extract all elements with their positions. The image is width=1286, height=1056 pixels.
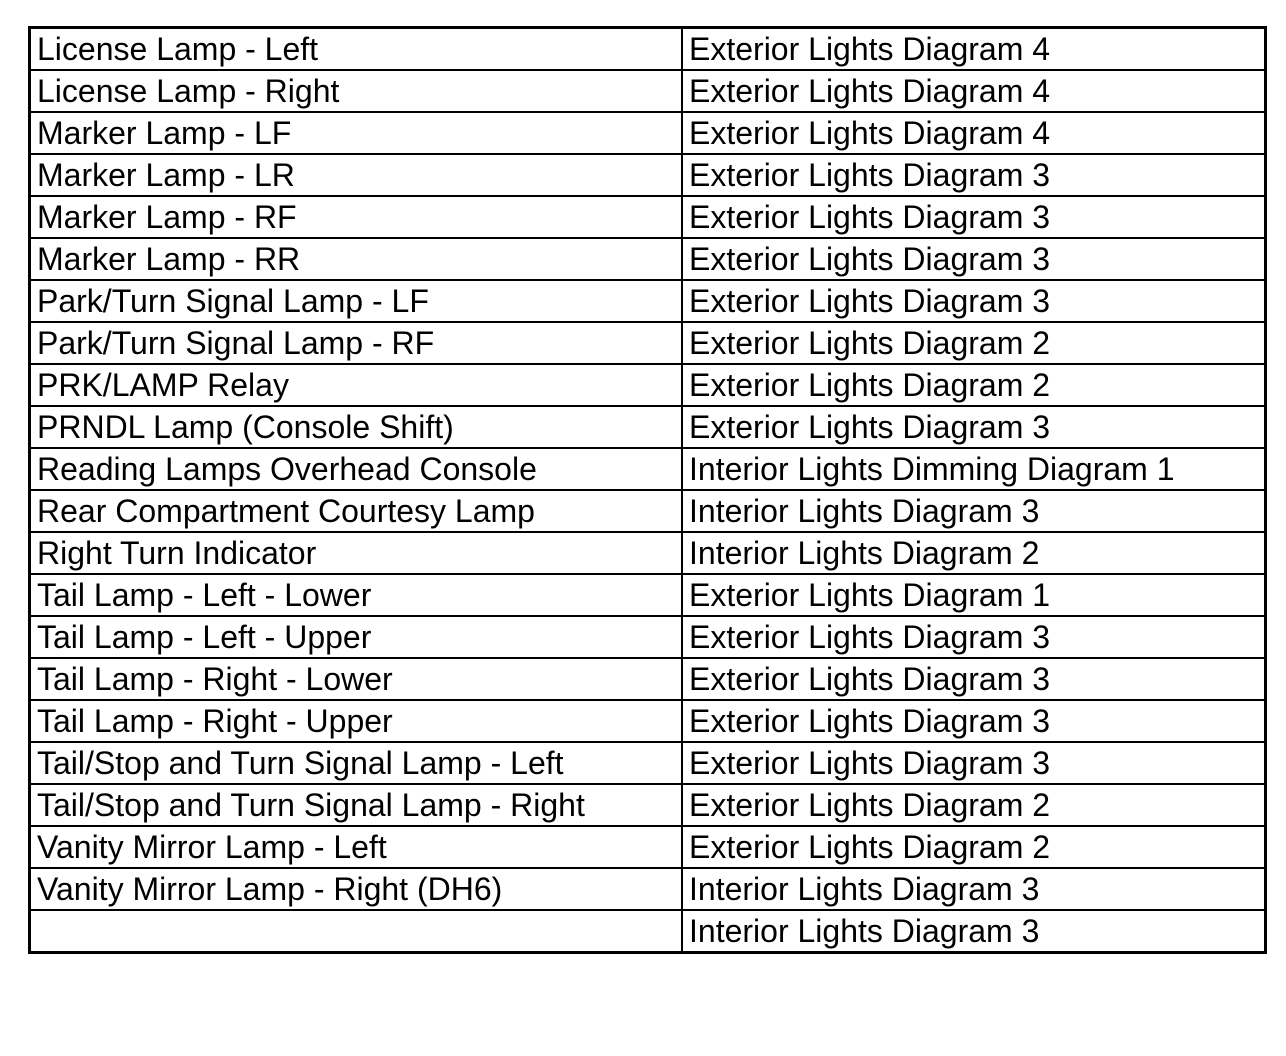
diagram-cell: Exterior Lights Diagram 2	[682, 322, 1265, 364]
diagram-cell: Interior Lights Dimming Diagram 1	[682, 448, 1265, 490]
component-cell: Marker Lamp - LR	[30, 154, 682, 196]
component-cell: Vanity Mirror Lamp - Left	[30, 826, 682, 868]
table-row	[30, 364, 1265, 406]
component-cell: Tail Lamp - Right - Lower	[30, 658, 682, 700]
component-cell: Reading Lamps Overhead Console	[30, 448, 682, 490]
diagram-cell: Exterior Lights Diagram 3	[682, 742, 1265, 784]
table-row	[30, 238, 1265, 280]
component-cell: Marker Lamp - RR	[30, 238, 682, 280]
diagram-cell: Exterior Lights Diagram 3	[682, 154, 1265, 196]
table-row	[30, 868, 1265, 910]
diagram-cell: Exterior Lights Diagram 3	[682, 238, 1265, 280]
table-row	[30, 70, 1265, 112]
diagram-cell: Interior Lights Diagram 2	[682, 532, 1265, 574]
component-cell: Marker Lamp - RF	[30, 196, 682, 238]
diagram-cell: Exterior Lights Diagram 4	[682, 70, 1265, 112]
table-row	[30, 532, 1265, 574]
component-diagram-table	[29, 27, 1266, 953]
diagram-cell: Exterior Lights Diagram 3	[682, 658, 1265, 700]
component-cell: Park/Turn Signal Lamp - RF	[30, 322, 682, 364]
table-row	[30, 742, 1265, 784]
table-row	[30, 910, 1265, 952]
diagram-cell: Exterior Lights Diagram 4	[682, 112, 1265, 154]
diagram-cell: Exterior Lights Diagram 3	[682, 700, 1265, 742]
diagram-cell: Exterior Lights Diagram 2	[682, 364, 1265, 406]
table-row	[30, 322, 1265, 364]
table-row	[30, 616, 1265, 658]
component-cell: Tail Lamp - Left - Lower	[30, 574, 682, 616]
component-cell: PRK/LAMP Relay	[30, 364, 682, 406]
diagram-cell: Interior Lights Diagram 3	[682, 490, 1265, 532]
diagram-cell: Exterior Lights Diagram 2	[682, 826, 1265, 868]
diagram-cell: Interior Lights Diagram 3	[682, 868, 1265, 910]
component-cell: Park/Turn Signal Lamp - LF	[30, 280, 682, 322]
component-cell: Vanity Mirror Lamp - Right (DH6)	[30, 868, 682, 910]
table-row	[30, 574, 1265, 616]
component-cell: Tail/Stop and Turn Signal Lamp - Right	[30, 784, 682, 826]
component-cell: PRNDL Lamp (Console Shift)	[30, 406, 682, 448]
component-cell: Tail Lamp - Left - Upper	[30, 616, 682, 658]
table-row	[30, 490, 1265, 532]
diagram-cell: Exterior Lights Diagram 3	[682, 616, 1265, 658]
component-cell: License Lamp - Left	[30, 28, 682, 70]
diagram-cell: Exterior Lights Diagram 3	[682, 406, 1265, 448]
diagram-cell: Exterior Lights Diagram 1	[682, 574, 1265, 616]
component-cell	[30, 910, 682, 952]
diagram-cell: Interior Lights Diagram 3	[682, 910, 1265, 952]
table-row	[30, 406, 1265, 448]
table-row	[30, 112, 1265, 154]
component-diagram-table-container	[29, 27, 1264, 953]
diagram-cell: Exterior Lights Diagram 3	[682, 196, 1265, 238]
diagram-cell: Exterior Lights Diagram 4	[682, 28, 1265, 70]
table-row	[30, 280, 1265, 322]
diagram-cell: Exterior Lights Diagram 2	[682, 784, 1265, 826]
table-row	[30, 28, 1265, 70]
table-row	[30, 700, 1265, 742]
table-row	[30, 448, 1265, 490]
table-row	[30, 784, 1265, 826]
table-row	[30, 826, 1265, 868]
component-cell: Rear Compartment Courtesy Lamp	[30, 490, 682, 532]
component-cell: Marker Lamp - LF	[30, 112, 682, 154]
table-row	[30, 196, 1265, 238]
table-row	[30, 154, 1265, 196]
table-row	[30, 658, 1265, 700]
component-cell: License Lamp - Right	[30, 70, 682, 112]
diagram-cell: Exterior Lights Diagram 3	[682, 280, 1265, 322]
component-cell: Tail Lamp - Right - Upper	[30, 700, 682, 742]
component-cell: Right Turn Indicator	[30, 532, 682, 574]
table-body	[30, 28, 1265, 952]
component-cell: Tail/Stop and Turn Signal Lamp - Left	[30, 742, 682, 784]
